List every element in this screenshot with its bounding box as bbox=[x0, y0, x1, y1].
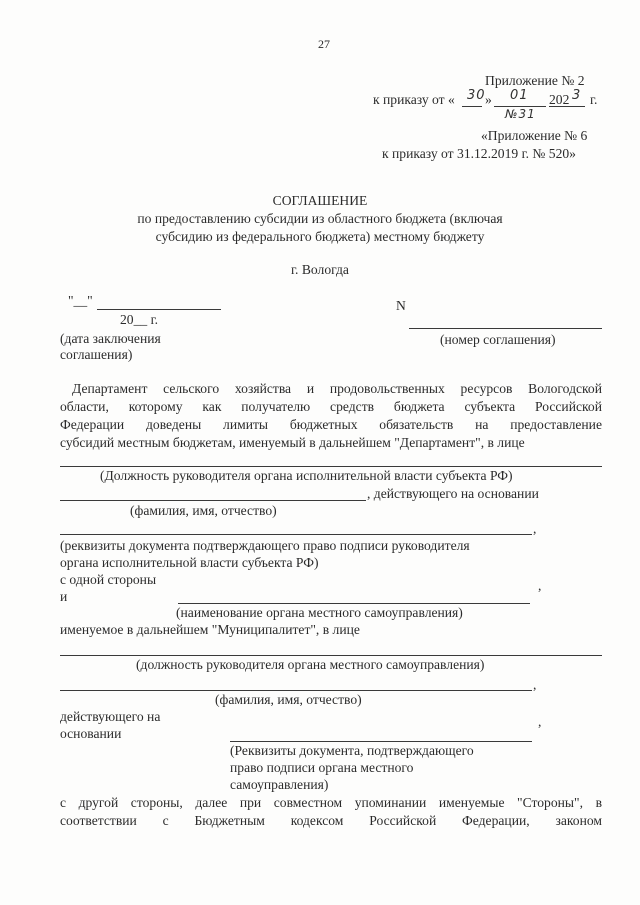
para1-line-1: Департамент сельского хозяйства и продовольственных ресурсов Вологодской bbox=[72, 381, 602, 396]
department-head-position-label: (Должность руководителя органа исполнительной власти субъекта РФ) bbox=[100, 468, 513, 483]
municipal-requisites-label-3: самоуправления) bbox=[230, 777, 329, 792]
agreement-number-n: N bbox=[396, 298, 406, 313]
order-year-prefix: 202 bbox=[549, 92, 570, 107]
order-prefix: к приказу от « bbox=[373, 92, 455, 107]
acting-on-text-1: действующего на bbox=[60, 709, 161, 724]
acting-basis-text: , действующего на основании bbox=[367, 486, 539, 501]
order-day-handwritten: 30 bbox=[467, 88, 486, 103]
order-year-handwritten: 3 bbox=[572, 88, 582, 103]
and-text: и bbox=[60, 589, 68, 604]
one-side-comma: , bbox=[538, 578, 542, 593]
order-2019-label: к приказу от 31.12.2019 г. № 520» bbox=[382, 146, 576, 161]
date-quote: "__" bbox=[68, 293, 93, 308]
municipal-head-fio-line bbox=[60, 690, 532, 691]
para1-line-3: Федерации доведены лимиты бюджетных обязательств на предоставление bbox=[60, 417, 602, 432]
order-number-handwritten: №31 bbox=[505, 107, 536, 121]
order-year-underline bbox=[549, 106, 585, 107]
date-month-line bbox=[97, 309, 221, 310]
municipal-head-fio-label: (фамилия, имя, отчество) bbox=[215, 692, 362, 707]
order-day-underline bbox=[462, 106, 482, 107]
municipal-requisites-label-1: (Реквизиты документа, подтверждающего bbox=[230, 743, 474, 758]
date-year: 20__ г. bbox=[120, 312, 159, 327]
date-label-2: соглашения) bbox=[60, 347, 133, 362]
municipal-body-line bbox=[178, 603, 530, 604]
department-requisites-label-1: (реквизиты документа подтверждающего право подписи руководителя bbox=[60, 538, 470, 553]
acting-on-comma: , bbox=[538, 714, 542, 729]
municipal-head-position-label: (должность руководителя органа местного самоуправления) bbox=[136, 657, 485, 672]
date-label-1: (дата заключения bbox=[60, 331, 161, 346]
order-date-separator: » bbox=[485, 92, 492, 107]
order-year-suffix: г. bbox=[590, 92, 598, 107]
appendix-6-label: «Приложение № 6 bbox=[481, 128, 588, 143]
municipality-named-text: именуемое в дальнейшем "Муниципалитет", в лице bbox=[60, 622, 360, 637]
one-side-text: с одной стороны bbox=[60, 572, 157, 587]
department-head-position-line bbox=[60, 466, 602, 467]
other-side-text: с другой стороны, далее при совместном упоминании именуемые "Стороны", в bbox=[60, 795, 602, 810]
department-requisites-comma: , bbox=[533, 521, 537, 536]
last-line-text: соответствии с Бюджетным кодексом Российской Федерации, законом bbox=[60, 813, 602, 828]
municipal-requisites-line bbox=[230, 741, 532, 742]
municipal-requisites-label-2: право подписи органа местного bbox=[230, 760, 414, 775]
agreement-number-line bbox=[409, 328, 602, 329]
agreement-number-label: (номер соглашения) bbox=[440, 332, 556, 347]
document-title: СОГЛАШЕНИЕ bbox=[272, 193, 368, 208]
department-requisites-label-2: органа исполнительной власти субъекта РФ) bbox=[60, 555, 319, 570]
order-month-handwritten: 01 bbox=[510, 88, 529, 103]
document-subtitle-line-2: субсидию из федерального бюджета) местному бюджету bbox=[155, 229, 485, 244]
para1-line-2: области, которому как получателю средств бюджета субъекта Российской bbox=[60, 399, 602, 414]
department-head-fio-label: (фамилия, имя, отчество) bbox=[130, 503, 277, 518]
municipal-head-fio-comma: , bbox=[533, 677, 537, 692]
department-requisites-line bbox=[60, 534, 532, 535]
page-number: 27 bbox=[318, 37, 330, 51]
municipal-head-position-line bbox=[60, 655, 602, 656]
city-label: г. Вологда bbox=[291, 262, 349, 277]
acting-on-text-2: основании bbox=[60, 726, 122, 741]
document-subtitle-line-1: по предоставлению субсидии из областного бюджета (включая bbox=[137, 211, 503, 226]
para1-line-4: субсидий местным бюджетам, именуемый в дальнейшем "Департамент", в лице bbox=[60, 435, 525, 450]
appendix-2-label: Приложение № 2 bbox=[485, 73, 585, 88]
department-head-fio-line bbox=[60, 500, 366, 501]
municipal-body-label: (наименование органа местного самоуправления) bbox=[176, 605, 463, 620]
